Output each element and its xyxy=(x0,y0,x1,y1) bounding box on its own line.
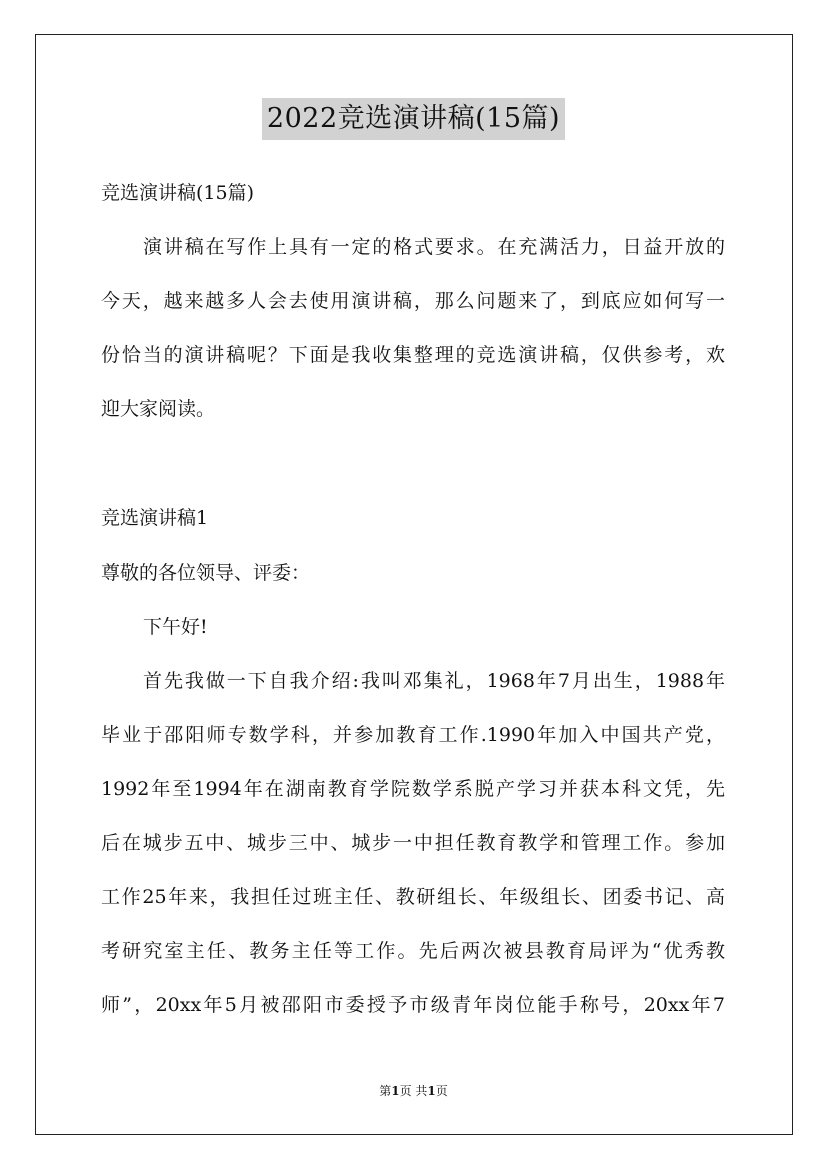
section-heading: 竞选演讲稿1 xyxy=(101,507,209,529)
footer-page-number: 1 xyxy=(391,1084,400,1098)
intro-line-4: 迎大家阅读。 xyxy=(101,398,216,420)
subtitle: 竞选演讲稿(15篇) xyxy=(101,182,255,204)
footer-middle: 页 共 xyxy=(399,1084,428,1098)
salutation: 尊敬的各位领导、评委： xyxy=(101,562,311,584)
intro-line-3: 份恰当的演讲稿呢？下面是我收集整理的竞选演讲稿，仅供参考，欢 xyxy=(101,344,725,366)
document-title: 2022竞选演讲稿(15篇) xyxy=(262,98,565,140)
intro-line-2: 今天，越来越多人会去使用演讲稿，那么问题来了，到底应如何写一 xyxy=(101,290,725,312)
body-line-3: 1992年至1994年在湖南教育学院数学系脱产学习并获本科文凭，先 xyxy=(101,778,725,800)
footer-total-pages: 1 xyxy=(427,1084,436,1098)
body-line-2: 毕业于邵阳师专数学科，并参加教育工作.1990年加入中国共产党， xyxy=(101,724,725,746)
body-line-5: 工作25年来，我担任过班主任、教研组长、年级组长、团委书记、高 xyxy=(101,886,725,908)
body-line-6: 考研究室主任、教务主任等工作。先后两次被县教育局评为“优秀教 xyxy=(101,940,725,962)
greeting: 下午好! xyxy=(143,616,208,638)
footer-suffix: 页 xyxy=(435,1084,448,1098)
footer-prefix: 第 xyxy=(379,1084,392,1098)
body-line-4: 后在城步五中、城步三中、城步一中担任教育教学和管理工作。参加 xyxy=(101,832,725,854)
body-line-1: 首先我做一下自我介绍:我叫邓集礼，1968年7月出生，1988年 xyxy=(143,670,725,692)
title-container xyxy=(0,98,827,140)
intro-line-1: 演讲稿在写作上具有一定的格式要求。在充满活力，日益开放的 xyxy=(143,236,725,258)
page-footer xyxy=(0,1083,827,1099)
body-line-7: 师”，20xx年5月被邵阳市委授予市级青年岗位能手称号，20xx年7 xyxy=(101,994,725,1016)
